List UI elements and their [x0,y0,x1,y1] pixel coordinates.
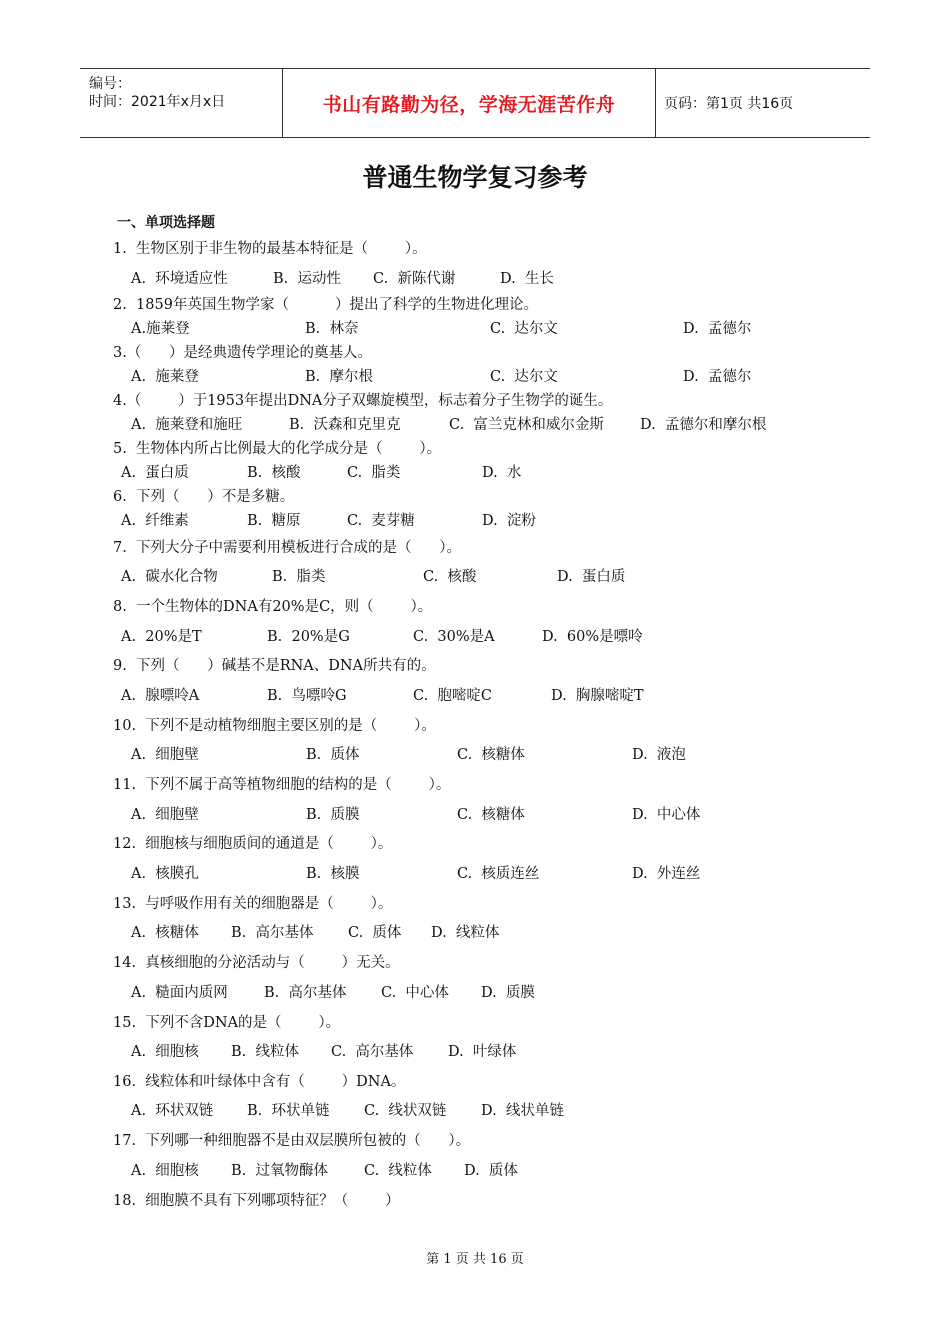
question-option: A. 细胞核 [131,1163,199,1179]
question-option: C. 高尔基体 [331,1044,414,1060]
question-option: D. 孟德尔和摩尔根 [640,417,767,433]
question-stem: 16. 线粒体和叶绿体中含有（ ）DNA。 [113,1074,406,1090]
page-footer: 第 1 页 共 16 页 [426,1252,524,1267]
question-option: D. 线状单链 [481,1103,564,1119]
header-motto: 书山有路勤为径，学海无涯苦作舟 [282,69,656,137]
question-option: B. 质膜 [306,807,360,823]
question-option: D. 外连丝 [632,866,701,882]
question-option: A. 施莱登 [131,369,199,385]
question-option: D. 蛋白质 [557,569,626,585]
question-option: B. 核膜 [306,866,360,882]
question-stem: 8. 一个生物体的DNA有20%是C，则（ ）。 [113,599,433,615]
question-option: A. 蛋白质 [121,465,189,481]
question-option: D. 淀粉 [482,513,536,529]
question-option: C. 脂类 [347,465,401,481]
question-option: C. 麦芽糖 [347,513,415,529]
question-option: C. 核糖体 [457,807,525,823]
question-option: B. 高尔基体 [264,985,347,1001]
question-option: B. 沃森和克里克 [289,417,401,433]
question-option: A. 环状双链 [131,1103,214,1119]
question-option: C. 线粒体 [364,1163,432,1179]
question-stem: 9. 下列（ ）碱基不是RNA、DNA所共有的。 [113,658,436,674]
question-option: C. 核质连丝 [457,866,540,882]
question-option: C. 核糖体 [457,747,525,763]
question-option: A. 核膜孔 [131,866,199,882]
question-option: D. 中心体 [632,807,701,823]
question-option: A. 细胞壁 [131,747,199,763]
question-stem: 10. 下列不是动植物细胞主要区别的是（ ）。 [113,718,436,734]
question-option: A. 20%是T [121,629,202,645]
question-option: B. 线粒体 [231,1044,299,1060]
question-option: C. 达尔文 [490,321,558,337]
question-stem: 15. 下列不含DNA的是（ ）。 [113,1015,341,1031]
question-option: D. 生长 [500,271,554,287]
question-stem: 18. 细胞膜不具有下列哪项特征？（ ） [113,1193,400,1209]
question-option: D. 质体 [464,1163,518,1179]
question-option: B. 脂类 [272,569,326,585]
question-option: C. 达尔文 [490,369,558,385]
question-option: C. 30%是A [413,629,495,645]
question-stem: 7. 下列大分子中需要利用模板进行合成的是（ ）。 [113,540,461,556]
question-option: D. 线粒体 [431,925,500,941]
question-option: A. 环境适应性 [131,271,228,287]
question-stem: 2. 1859年英国生物学家（ ）提出了科学的生物进化理论。 [113,297,539,313]
question-option: B. 鸟嘌呤G [267,688,347,704]
question-option: C. 质体 [348,925,402,941]
question-stem: 5. 生物体内所占比例最大的化学成分是（ ）。 [113,441,442,457]
question-option: D. 孟德尔 [683,369,752,385]
question-option: A.施莱登 [131,321,190,337]
question-option: D. 60%是嘌呤 [542,629,643,645]
time-label: 时间：2021年x月x日 [89,94,226,110]
question-stem: 13. 与呼吸作用有关的细胞器是（ ）。 [113,896,393,912]
question-option: B. 质体 [306,747,360,763]
header-meta [80,69,282,137]
question-option: C. 中心体 [381,985,449,1001]
section-title: 一、单项选择题 [117,215,215,231]
question-option: D. 水 [482,465,522,481]
question-option: B. 过氧物酶体 [231,1163,328,1179]
question-option: C. 核酸 [423,569,477,585]
question-option: B. 环状单链 [247,1103,330,1119]
page-info-text: 页码：第1页 共16页 [664,96,794,112]
question-option: A. 核糖体 [131,925,199,941]
question-option: B. 高尔基体 [231,925,314,941]
question-option: A. 碳水化合物 [121,569,218,585]
header-page-info [654,69,870,137]
question-option: A. 腺嘌呤A [121,688,200,704]
question-stem: 11. 下列不属于高等植物细胞的结构的是（ ）。 [113,777,451,793]
document-title: 普通生物学复习参考 [362,163,588,192]
question-option: A. 细胞核 [131,1044,199,1060]
number-label: 编号： [89,76,131,92]
question-option: D. 胸腺嘧啶T [551,688,644,704]
question-stem: 12. 细胞核与细胞质间的通道是（ ）。 [113,836,393,852]
page-header [80,68,870,138]
question-option: B. 糖原 [247,513,301,529]
question-option: D. 叶绿体 [448,1044,517,1060]
question-stem: 17. 下列哪一种细胞器不是由双层膜所包被的（ ）。 [113,1133,471,1149]
question-option: A. 细胞壁 [131,807,199,823]
question-stem: 1. 生物区别于非生物的最基本特征是（ ）。 [113,241,427,257]
question-option: D. 液泡 [632,747,686,763]
question-option: A. 糙面内质网 [131,985,228,1001]
question-option: C. 胞嘧啶C [413,688,492,704]
question-option: B. 核酸 [247,465,301,481]
question-option: C. 新陈代谢 [373,271,456,287]
question-option: D. 质膜 [481,985,535,1001]
question-option: C. 线状双链 [364,1103,447,1119]
question-option: B. 林奈 [305,321,359,337]
question-option: B. 运动性 [273,271,341,287]
question-stem: 3.（ ）是经典遗传学理论的奠基人。 [113,345,372,361]
question-option: A. 纤维素 [121,513,189,529]
question-stem: 6. 下列（ ）不是多糖。 [113,489,295,505]
question-option: B. 摩尔根 [305,369,373,385]
question-option: B. 20%是G [267,629,350,645]
question-option: A. 施莱登和施旺 [131,417,243,433]
question-stem: 4.（ ）于1953年提出DNA分子双螺旋模型，标志着分子生物学的诞生。 [113,393,613,409]
question-option: C. 富兰克林和威尔金斯 [449,417,604,433]
question-stem: 14. 真核细胞的分泌活动与（ ）无关。 [113,955,400,971]
question-option: D. 孟德尔 [683,321,752,337]
